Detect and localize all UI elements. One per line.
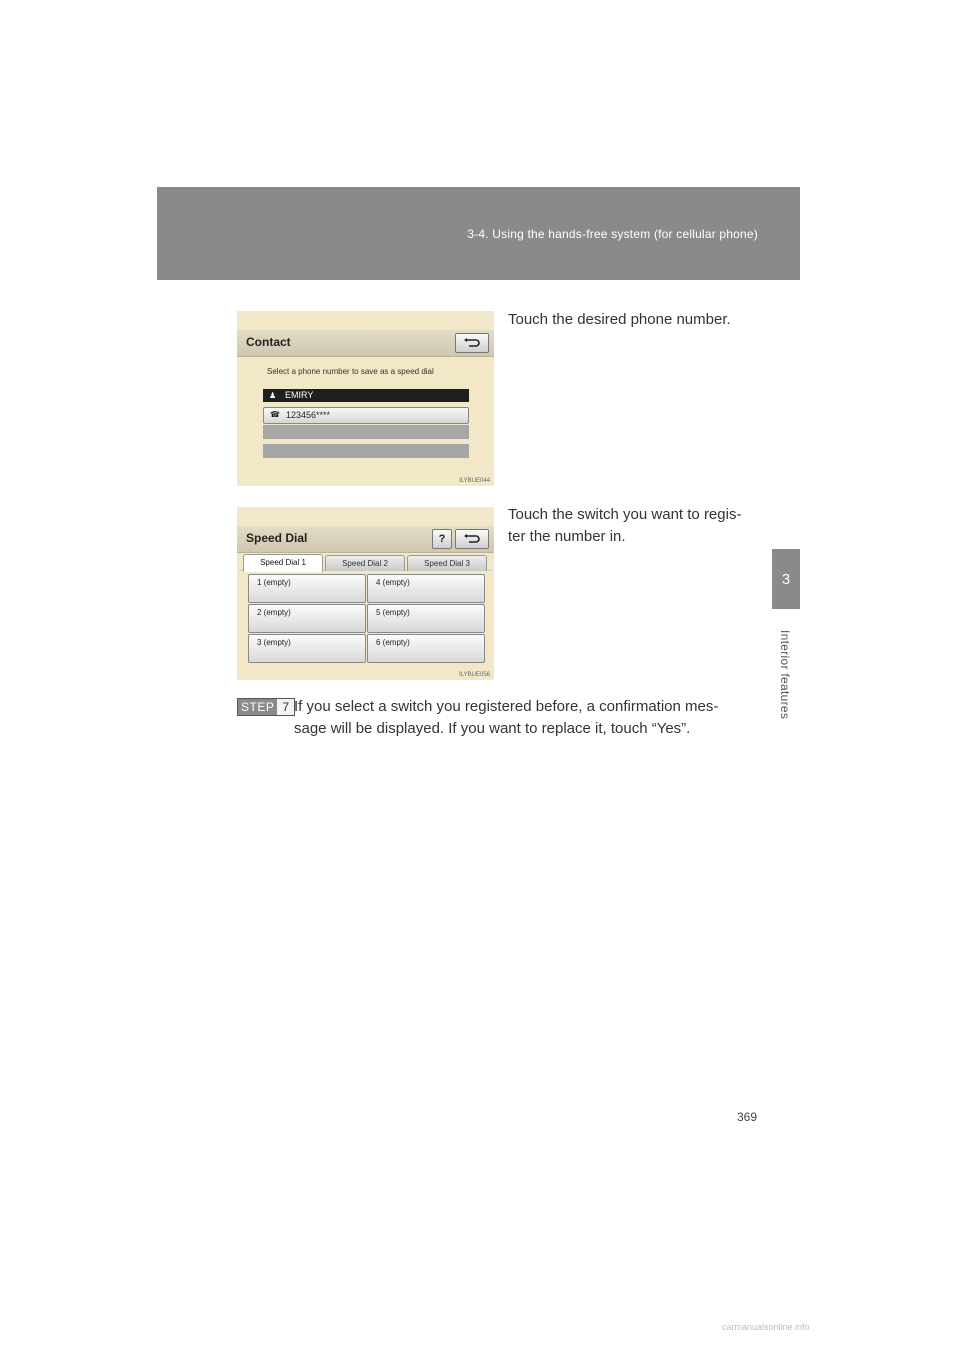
help-button[interactable]: ? [432,529,452,549]
speed-dial-tabs [243,555,493,571]
speed-dial-button-3[interactable] [248,634,366,663]
speed-dial-label: 2 (empty) [257,608,291,617]
back-button[interactable] [455,529,489,549]
return-arrow-icon [463,338,481,348]
chapter-tab: 3 [772,549,800,609]
speed-dial-screen [237,507,494,680]
speed-dial-title: Speed Dial [246,531,308,545]
phone-number-button[interactable] [263,407,469,424]
speed-dial-label: 6 (empty) [376,638,410,647]
contact-title-bar [237,330,494,357]
speed-dial-button-5[interactable] [367,604,485,633]
contact-screen [237,311,494,486]
tab-speed-dial-1[interactable]: Speed Dial 1 [243,554,323,572]
step-6-line-2: ter the number in. [508,528,626,545]
speed-dial-label: 1 (empty) [257,578,291,587]
step-7-line-1: If you select a switch you registered before, a confirmation mes- [294,698,719,715]
step-5-text: Touch the desired phone number. [508,311,731,328]
contact-title: Contact [246,335,291,349]
phone-number: 123456**** [286,410,331,420]
step-7-line-2: sage will be displayed. If you want to replace it, touch “Yes”. [294,720,691,737]
section-title: 3-4. Using the hands-free system (for cellular phone) [467,227,758,241]
speed-dial-button-1[interactable] [248,574,366,603]
return-arrow-icon [463,534,481,544]
contact-prompt: Select a phone number to save as a speed dial [267,367,434,376]
back-button[interactable] [455,333,489,353]
speed-dial-title-bar [237,526,494,553]
step-6-line-1: Touch the switch you want to regis- [508,506,742,523]
section-header [157,187,800,280]
step-7-badge [237,698,295,716]
watermark: carmanualsonline.info [722,1322,810,1332]
speed-dial-label: 4 (empty) [376,578,410,587]
image-code: ILYBUE044 [459,478,490,484]
tab-speed-dial-3[interactable]: Speed Dial 3 [407,555,487,571]
tab-speed-dial-2[interactable]: Speed Dial 2 [325,555,405,571]
phone-icon: ☎ [270,410,280,419]
chapter-label [770,630,802,740]
speed-dial-button-2[interactable] [248,604,366,633]
step-6-text [508,504,741,548]
speed-dial-button-4[interactable] [367,574,485,603]
step-number: 7 [277,699,294,715]
person-icon: ♟ [269,391,277,400]
speed-dial-label: 5 (empty) [376,608,410,617]
speed-dial-button-6[interactable] [367,634,485,663]
chapter-label-text: Interior features [778,630,792,720]
contact-name-row [263,389,469,402]
speed-dial-label: 3 (empty) [257,638,291,647]
step-7-text [294,696,764,740]
image-code: ILYBUE056 [459,672,490,678]
step-label: STEP [238,699,277,715]
page-number: 369 [737,1110,758,1124]
empty-number-slot [263,444,469,458]
contact-name: EMIRY [285,390,314,400]
empty-number-slot [263,425,469,439]
